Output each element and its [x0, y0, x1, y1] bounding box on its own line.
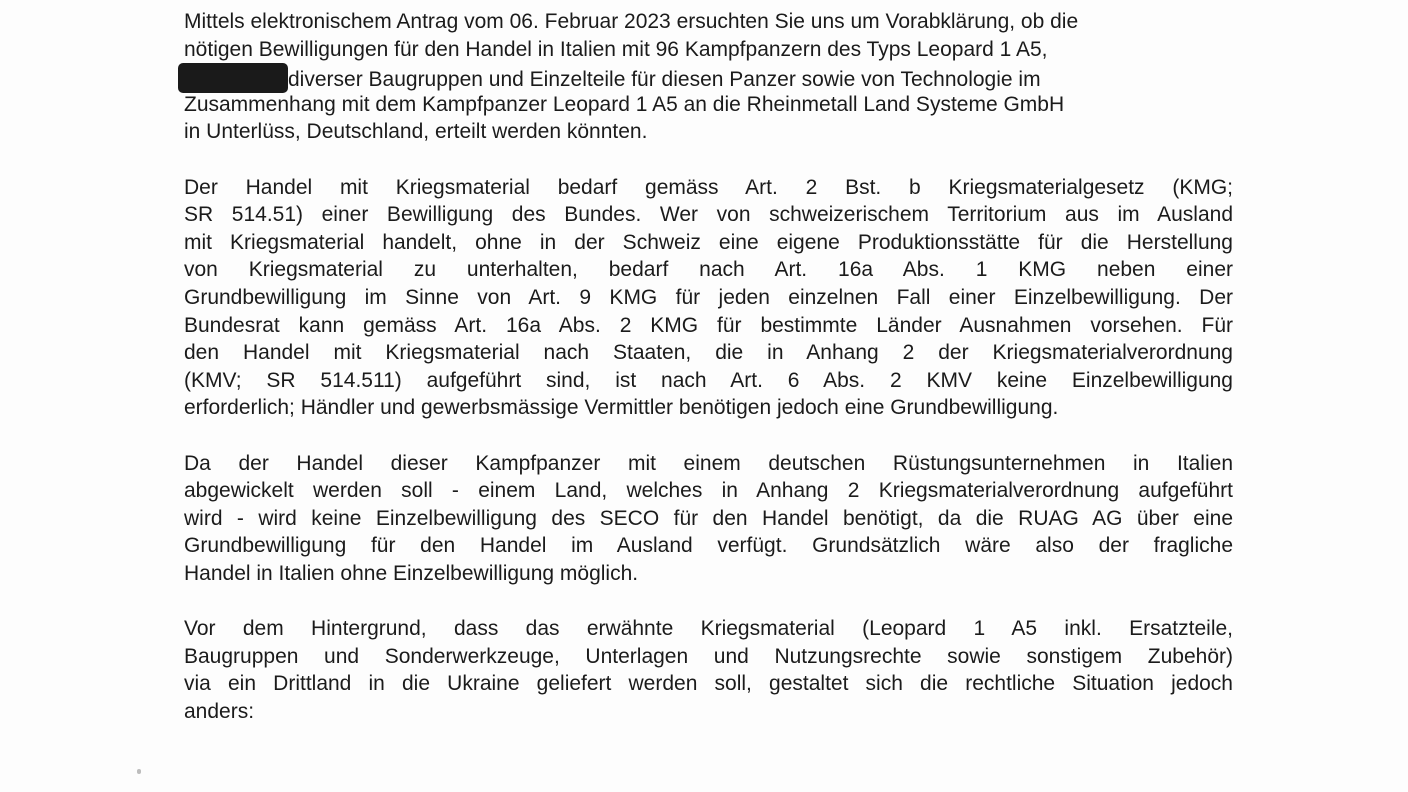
- paragraph-legal-basis: [184, 174, 1233, 422]
- text-line-with-redaction: [184, 63, 1233, 91]
- paragraph-italy-trade: [184, 450, 1233, 588]
- scan-speck: [137, 769, 141, 774]
- text-line: wird - wird keine Einzelbewilligung des SECO für den Handel benötigt, da die RUAG AG über eine: [184, 506, 1233, 530]
- paragraph-request: [184, 8, 1233, 146]
- text-line: anders:: [184, 699, 255, 723]
- text-line: den Handel mit Kriegsmaterial nach Staaten, die in Anhang 2 der Kriegsmaterialverordnung: [184, 341, 1233, 365]
- text-line-remainder: diverser Baugruppen und Einzelteile für diesen Panzer sowie von Technologie im: [288, 68, 1041, 92]
- text-line: abgewickelt werden soll - einem Land, welches in Anhang 2 Kriegsmaterialverordnung aufgeführt: [184, 479, 1233, 503]
- text-line: in Unterlüss, Deutschland, erteilt werden könnten.: [184, 120, 648, 144]
- text-line: via ein Drittland in die Ukraine geliefert werden soll, gestaltet sich die rechtliche Situation jedoch: [184, 672, 1233, 696]
- text-line: Handel in Italien ohne Einzelbewilligung möglich.: [184, 561, 639, 585]
- text-line: Da der Handel dieser Kampfpanzer mit einem deutschen Rüstungsunternehmen in Italien: [184, 451, 1233, 475]
- text-line: Vor dem Hintergrund, dass das erwähnte Kriegsmaterial (Leopard 1 A5 inkl. Ersatzteile,: [184, 617, 1233, 641]
- text-line: mit Kriegsmaterial handelt, ohne in der Schweiz eine eigene Produktionsstätte für die Herstellung: [184, 230, 1233, 254]
- text-line: Der Handel mit Kriegsmaterial bedarf gemäss Art. 2 Bst. b Kriegsmaterialgesetz (KMG;: [184, 175, 1233, 199]
- text-line: Zusammenhang mit dem Kampfpanzer Leopard 1 A5 an die Rheinmetall Land Systeme GmbH: [184, 92, 1065, 116]
- letter-body: [184, 8, 1233, 753]
- text-line: (KMV; SR 514.511) aufgeführt sind, ist nach Art. 6 Abs. 2 KMV keine Einzelbewilligung: [184, 368, 1233, 392]
- text-line: Grundbewilligung im Sinne von Art. 9 KMG für jeden einzelnen Fall einer Einzelbewilligung. Der: [184, 285, 1233, 309]
- redaction-bar: [178, 63, 288, 93]
- text-line: Mittels elektronischem Antrag vom 06. Februar 2023 ersuchten Sie uns um Vorabklärung, ob die: [184, 10, 1079, 33]
- text-line: von Kriegsmaterial zu unterhalten, bedarf nach Art. 16a Abs. 1 KMG neben einer: [184, 258, 1233, 282]
- paragraph-ukraine-context: [184, 615, 1233, 725]
- text-line: Bundesrat kann gemäss Art. 16a Abs. 2 KMG für bestimmte Länder Ausnahmen vorsehen. Für: [184, 313, 1233, 337]
- text-line: erforderlich; Händler und gewerbsmässige Vermittler benötigen jedoch eine Grundbewilligung.: [184, 396, 1059, 420]
- text-line: nötigen Bewilligungen für den Handel in Italien mit 96 Kampfpanzern des Typs Leopard 1 A5,: [184, 37, 1048, 61]
- text-line: Grundbewilligung für den Handel im Ausland verfügt. Grundsätzlich wäre also der fragliche: [184, 534, 1233, 558]
- text-line: Baugruppen und Sonderwerkzeuge, Unterlagen und Nutzungsrechte sowie sonstigem Zubehör): [184, 644, 1233, 668]
- text-line: SR 514.51) einer Bewilligung des Bundes. Wer von schweizerischem Territorium aus im Ausland: [184, 203, 1233, 227]
